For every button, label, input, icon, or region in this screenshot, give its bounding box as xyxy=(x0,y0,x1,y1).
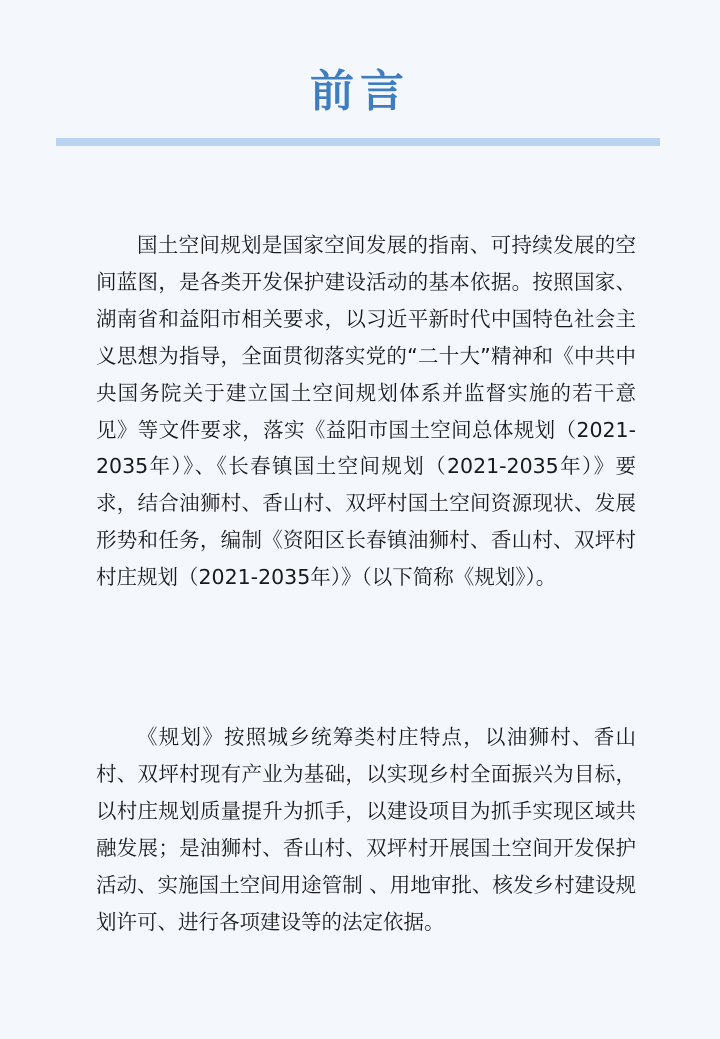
paragraph-block-1 xyxy=(96,227,636,596)
paragraph-1: 国土空间规划是国家空间发展的指南、可持续发展的空间蓝图，是各类开发保护建设活动的基本依据。按照国家、湖南省和益阳市相关要求，以习近平新时代中国特色社会主义思想为指导，全面贯彻落实党的“二十大”精神和《中共中央国务院关于建立国土空间规划体系并监督实施的若干意见》等文件要求，落实《益阳市国土空间总体规划（2021-2035年）》、《长春镇国土空间规划（2021-2035年）》要求，结合油狮村、香山村、双坪村国土空间资源现状、发展形势和任务，编制《资阳区长春镇油狮村、香山村、双坪村村庄规划（2021-2035年）》（以下简称《规划》）。 xyxy=(96,233,636,590)
paragraph-2: 《规划》按照城乡统筹类村庄特点，以油狮村、香山村、双坪村现有产业为基础，以实现乡村全面振兴为目标，以村庄规划质量提升为抓手，以建设项目为抓手实现区域共融发展；是油狮村、香山村、双坪村开展国土空间开发保护活动、实施国土空间用途管制 、用地审批、核发乡村建设规划许可、进行各项建设等的法定依据。 xyxy=(96,725,636,934)
page-title: 前言 xyxy=(310,66,410,117)
paragraph-block-2 xyxy=(96,719,636,940)
title-underline-bar xyxy=(56,138,660,146)
